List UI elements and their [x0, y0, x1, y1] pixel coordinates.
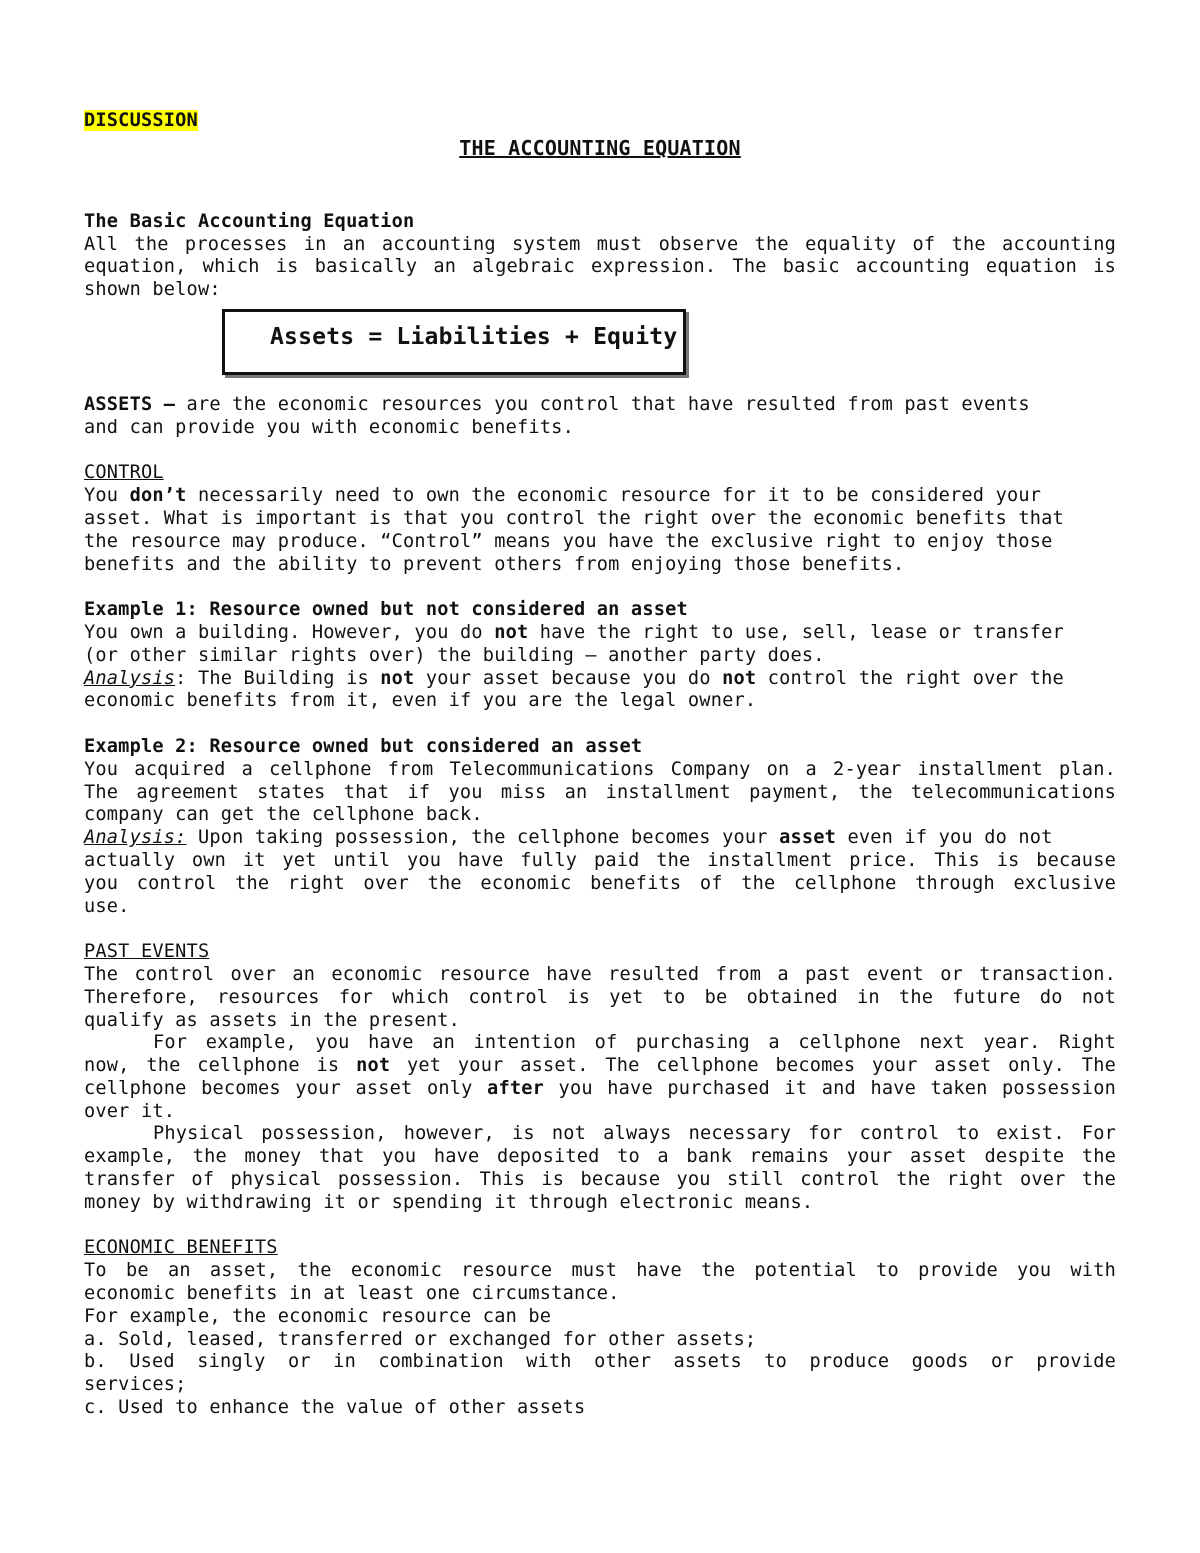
control-paragraph-line: the resource may produce. “Control” means you have the exclusive right to enjoy those: [84, 530, 1053, 552]
example1-line: (or other similar rights over) the building – another party does.: [84, 644, 825, 666]
economic-benefits-line: economic benefits in at least one circumstance.: [84, 1283, 620, 1305]
example2-analysis-line: you control the right over the economic benefits of the cellphone through exclusive: [84, 872, 1116, 894]
assets-term: ASSETS –: [84, 393, 176, 415]
past-events-line: money by withdrawing it or spending it through electronic means.: [84, 1191, 814, 1213]
economic-benefits-line: To be an asset, the economic resource must have the potential to provide you with: [84, 1260, 1116, 1282]
past-events-line: The control over an economic resource have resulted from a past event or transaction.: [84, 963, 1116, 985]
example2-analysis-line: actually own it yet until you have fully paid the installment price. This is because: [84, 849, 1116, 871]
past-events-line: Physical possession, however, is not always necessary for control to exist. For: [153, 1123, 1116, 1145]
control-paragraph-line: asset. What is important is that you control the right over the economic benefits that: [84, 507, 1064, 529]
equation-container: [84, 302, 1116, 394]
control-paragraph-line: benefits and the ability to prevent others from enjoying those benefits.: [84, 553, 905, 575]
past-events-line: Therefore, resources for which control is yet to be obtained in the future do not: [84, 986, 1116, 1008]
past-events-line: transfer of physical possession. This is because you still control the right over the: [84, 1169, 1116, 1191]
example2-analysis-line: Analysis: Upon taking possession, the cellphone becomes your asset even if you do not: [84, 827, 1053, 849]
basic-paragraph-line: equation, which is basically an algebraic expression. The basic accounting equation is: [84, 256, 1116, 278]
example1-line: You own a building. However, you do not have the right to use, sell, lease or transfer: [84, 621, 1064, 643]
document-page: [84, 110, 1116, 1420]
example2-line: The agreement states that if you miss an installment payment, the telecommunications: [84, 781, 1116, 803]
list-item-continued: services;: [84, 1374, 187, 1396]
list-item: a. Sold, leased, transferred or exchanged for other assets;: [84, 1328, 757, 1350]
economic-benefits-heading: ECONOMIC BENEFITS: [84, 1237, 278, 1259]
past-events-line: cellphone becomes your asset only after you have purchased it and have taken possession: [84, 1077, 1116, 1099]
list-item: c. Used to enhance the value of other assets: [84, 1397, 586, 1419]
control-heading: CONTROL: [84, 462, 164, 484]
discussion-label-line: [84, 110, 1116, 133]
equation-box: [222, 309, 686, 375]
past-events-line: qualify as assets in the present.: [84, 1009, 461, 1031]
discussion-label: DISCUSSION: [84, 110, 198, 131]
basic-paragraph-line: shown below:: [84, 279, 221, 301]
past-events-line: For example, you have an intention of purchasing a cellphone next year. Right: [153, 1032, 1116, 1054]
control-paragraph-line: You don’t necessarily need to own the economic resource for it to be considered your: [84, 485, 1042, 507]
equation-text: Assets = Liabilities + Equity: [270, 323, 678, 350]
page-title: THE ACCOUNTING EQUATION: [459, 135, 741, 160]
example1-heading: Example 1: Resource owned but not considered an asset: [84, 599, 688, 621]
basic-heading: The Basic Accounting Equation: [84, 210, 415, 232]
assets-definition-line: and can provide you with economic benefits.: [84, 416, 574, 438]
example2-analysis-line: use.: [84, 895, 130, 917]
list-item: b. Used singly or in combination with other assets to produce goods or provide: [84, 1351, 1116, 1373]
past-events-line: over it.: [84, 1100, 176, 1122]
example2-heading: Example 2: Resource owned but considered an asset: [84, 735, 643, 757]
economic-benefits-line: For example, the economic resource can be: [84, 1305, 552, 1327]
past-events-heading: PAST EVENTS: [84, 941, 210, 963]
example2-line: You acquired a cellphone from Telecommunications Company on a 2-year installment plan.: [84, 758, 1116, 780]
basic-paragraph-line: All the processes in an accounting system must observe the equality of the accounting: [84, 233, 1116, 255]
past-events-line: now, the cellphone is not yet your asset. The cellphone becomes your asset only. The: [84, 1055, 1116, 1077]
past-events-line: example, the money that you have deposited to a bank remains your asset despite the: [84, 1146, 1116, 1168]
assets-definition-line: ASSETS – are the economic resources you control that have resulted from past events: [84, 393, 1030, 415]
example1-analysis-line: economic benefits from it, even if you are the legal owner.: [84, 690, 757, 712]
example2-line: company can get the cellphone back.: [84, 804, 483, 826]
example1-analysis-line: Analysis: The Building is not your asset because you do not control the right over the: [84, 667, 1064, 689]
